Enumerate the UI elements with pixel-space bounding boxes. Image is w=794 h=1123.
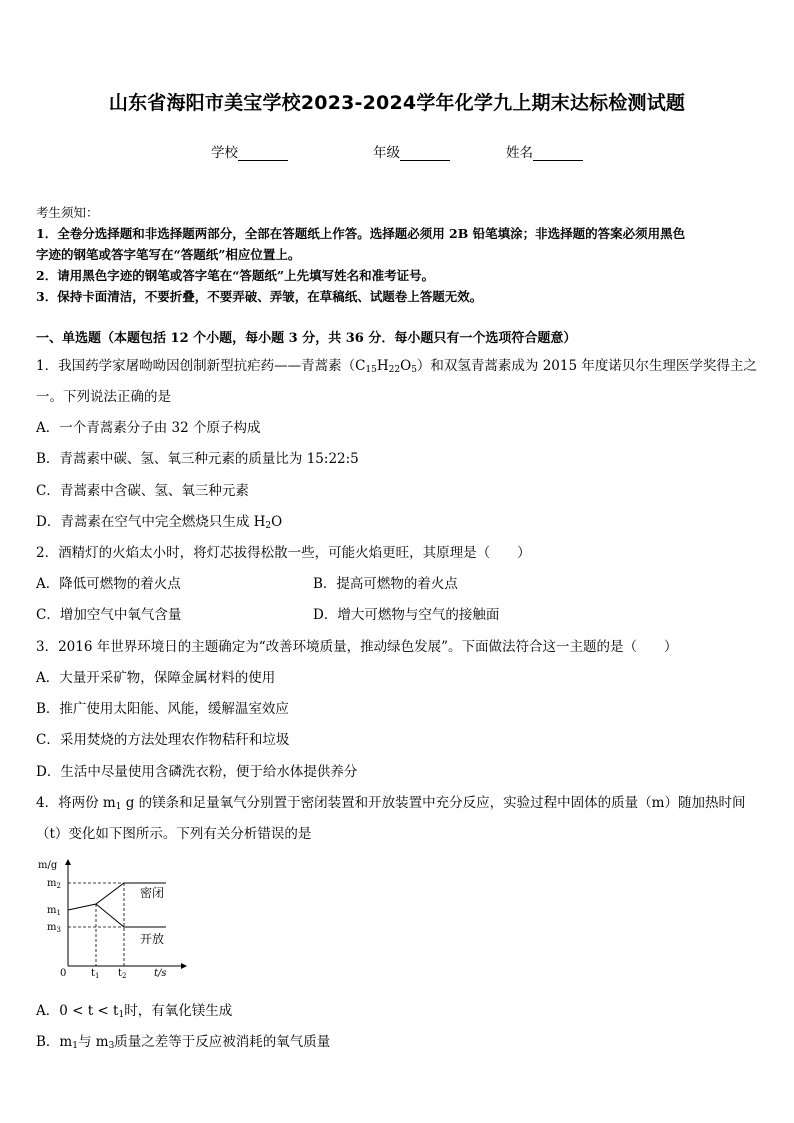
section-heading: 一、单选题（本题包括 12 个小题，每小题 3 分，共 36 分．每小题只有一个选项符合题意）: [36, 331, 577, 346]
q1-option-c: C．青蒿素中含碳、氢、氧三种元素: [36, 483, 249, 499]
open-curve: [96, 904, 166, 927]
grade-label: 年级: [373, 145, 400, 161]
q3-option-b: B．推广使用太阳能、风能，缓解温室效应: [36, 701, 289, 717]
q3-option-c: C．采用焚烧的方法处理农作物秸秆和垃圾: [36, 732, 290, 748]
m2-label: $m_2$: [47, 878, 61, 890]
name-blank: [533, 146, 583, 161]
q2-option-a: A．降低可燃物的着火点: [36, 576, 181, 592]
notice-line-1: 1．全卷分选择题和非选择题两部分，全部在答题纸上作答。选择题必须用 2B 铅笔填涂；非选择题的答案必须用黑色: [36, 226, 686, 241]
open-label: 开放: [140, 932, 165, 946]
school-field: [211, 141, 288, 161]
q3-stem: 3．2016 年世界环境日的主题确定为“改善环境质量，推动绿色发展”。下面做法符合这一主题的是（ ）: [36, 639, 678, 655]
school-blank: [238, 146, 288, 161]
notice-line-3: 3．保持卡面清洁，不要折叠，不要弄破、弄皱，在草稿纸、试题卷上答题无效。: [36, 289, 483, 304]
q4-option-b: B．$m_1$与 $m_3$质量之差等于反应被消耗的氧气质量: [36, 1034, 331, 1051]
q1-option-d: D．青蒿素在空气中完全燃烧只生成 $H_2O$: [36, 514, 283, 531]
q4-option-a: A．$0 < t < t_1$时，有氧化镁生成: [36, 1003, 233, 1020]
q3-option-d: D．生活中尽量使用含磷洗衣粉，便于给水体提供养分: [36, 764, 358, 780]
name-label: 姓名: [506, 145, 533, 161]
school-label: 学校: [211, 145, 238, 161]
q4-stem: 4．将两份 $m_1$ g 的镁条和足量氧气分别置于密闭装置和开放装置中充分反应，实验过程中固体的质量（m）随加热时间: [36, 795, 746, 812]
grade-blank: [400, 146, 450, 161]
mass-time-graph: [36, 854, 196, 984]
grade-field: [373, 141, 450, 161]
q1-option-b: B．青蒿素中碳、氢、氧三种元素的质量比为 15:22:5: [36, 451, 359, 467]
name-field: [506, 141, 583, 161]
notice-line-2: 2．请用黑色字迹的钢笔或答字笔在“答题纸”上先填写姓名和准考证号。: [36, 268, 435, 283]
q2-option-d: D．增大可燃物与空气的接触面: [313, 607, 500, 623]
m3-label: $m_3$: [47, 922, 61, 934]
q1-stem-2: 一。下列说法正确的是: [36, 389, 171, 405]
origin-label: 0: [60, 968, 67, 979]
closed-label: 密闭: [140, 886, 165, 900]
t2-label: $t_2$: [118, 968, 127, 980]
q2-option-b: B．提高可燃物的着火点: [313, 576, 458, 592]
notice-line-1b: 字迹的钢笔或答字笔写在“答题纸”相应位置上。: [36, 247, 301, 262]
t1-label: $t_1$: [91, 968, 100, 980]
q2-stem: 2．酒精灯的火焰太小时，将灯芯拔得松散一些，可能火焰更旺，其原理是（ ）: [36, 545, 531, 561]
y-axis-label: m/g: [38, 860, 58, 871]
page-title: 山东省海阳市美宝学校2023-2024学年化学九上期末达标检测试题: [108, 92, 686, 114]
notice-heading: 考生须知：: [36, 205, 99, 220]
m1-label: $m_1$: [47, 905, 61, 917]
q3-option-a: A．大量开采矿物，保障金属材料的使用: [36, 670, 276, 686]
q1-option-a: A．一个青蒿素分子由 32 个原子构成: [36, 420, 261, 436]
x-axis-label: t/s: [154, 968, 167, 979]
q1-stem: 1．我国药学家屠呦呦因创制新型抗疟药——青蒿素$(C_{15}H_{22}O_5)$和双氢青蒿素成为 2015 年度诺贝尔生理医学奖得主之: [36, 358, 757, 375]
q4-stem-2: （t）变化如下图所示。下列有关分析错误的是: [36, 826, 312, 842]
q2-option-c: C．增加空气中氧气含量: [36, 607, 182, 623]
